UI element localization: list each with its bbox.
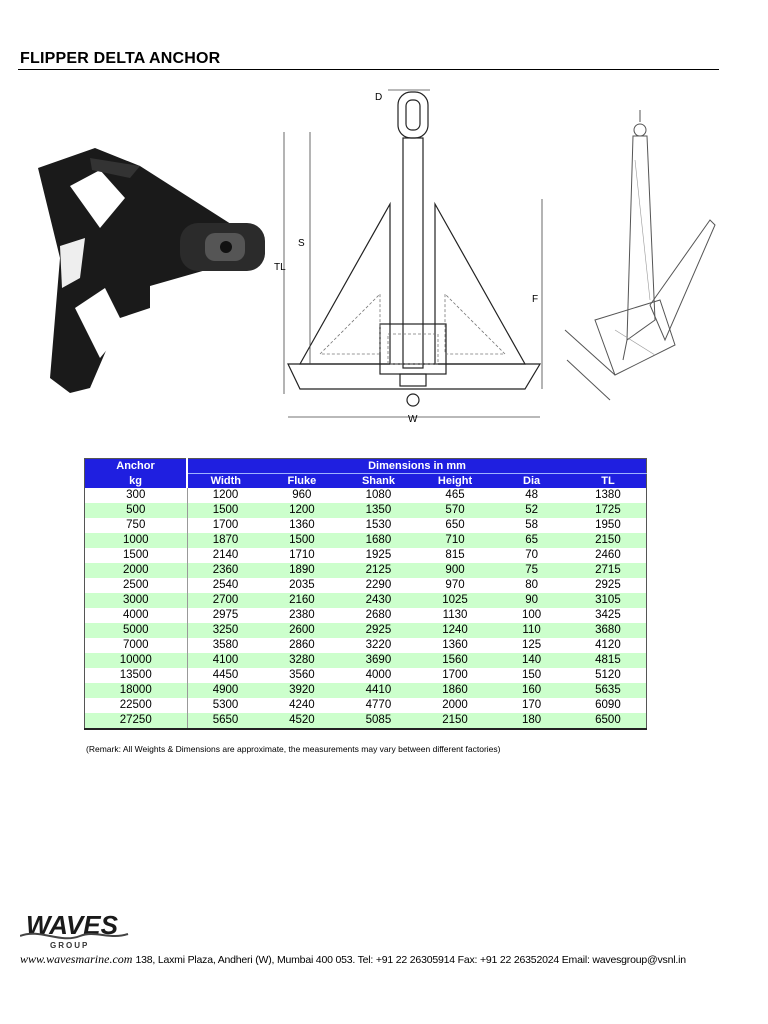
footer-contact — [20, 952, 686, 967]
anchor-weight-cell: 2500 — [85, 578, 188, 593]
dimension-cell: 70 — [493, 548, 570, 563]
dimension-cell: 3280 — [264, 653, 341, 668]
dimension-cell: 48 — [493, 488, 570, 503]
dimension-cell: 5300 — [187, 698, 264, 713]
unit-header: kg — [85, 474, 188, 489]
dimension-cell: 140 — [493, 653, 570, 668]
dimensions-table — [84, 458, 647, 730]
dimension-cell: 4770 — [340, 698, 417, 713]
anchor-weight-cell: 18000 — [85, 683, 188, 698]
dimension-cell: 4240 — [264, 698, 341, 713]
dimension-cell: 960 — [264, 488, 341, 503]
dimension-cell: 1130 — [417, 608, 494, 623]
dimension-cell: 3220 — [340, 638, 417, 653]
dimension-cell: 1500 — [187, 503, 264, 518]
dimension-cell: 150 — [493, 668, 570, 683]
logo-text: WAVES — [26, 910, 118, 940]
dimension-cell: 52 — [493, 503, 570, 518]
dimension-cell: 2290 — [340, 578, 417, 593]
table-row — [85, 668, 647, 683]
table-row — [85, 653, 647, 668]
dimension-cell: 2360 — [187, 563, 264, 578]
anchor-weight-cell: 750 — [85, 518, 188, 533]
dimension-cell: 2975 — [187, 608, 264, 623]
anchor-weight-cell: 3000 — [85, 593, 188, 608]
anchor-isometric-sketch — [555, 100, 725, 410]
dimension-cell: 1860 — [417, 683, 494, 698]
table-row — [85, 713, 647, 729]
column-header-fluke: Fluke — [264, 474, 341, 489]
table-row — [85, 698, 647, 713]
waves-group-logo — [20, 906, 130, 952]
dimension-cell: 1350 — [340, 503, 417, 518]
dimension-cell: 2125 — [340, 563, 417, 578]
dimension-cell: 1560 — [417, 653, 494, 668]
column-header-shank: Shank — [340, 474, 417, 489]
table-row — [85, 623, 647, 638]
dimension-cell: 1080 — [340, 488, 417, 503]
dimension-cell: 3250 — [187, 623, 264, 638]
table-row — [85, 638, 647, 653]
table-row — [85, 503, 647, 518]
website-link[interactable]: www.wavesmarine.com — [20, 952, 133, 966]
dimension-cell: 160 — [493, 683, 570, 698]
dimension-cell: 3680 — [570, 623, 647, 638]
page-title: FLIPPER DELTA ANCHOR — [20, 50, 221, 67]
dimension-cell: 1025 — [417, 593, 494, 608]
dimension-cell: 1200 — [187, 488, 264, 503]
dimension-cell: 3580 — [187, 638, 264, 653]
dimension-cell: 2680 — [340, 608, 417, 623]
dimension-cell: 2925 — [340, 623, 417, 638]
dimension-cell: 170 — [493, 698, 570, 713]
anchor-header: Anchor — [85, 459, 188, 474]
dimension-cell: 1700 — [187, 518, 264, 533]
dimension-cell: 2380 — [264, 608, 341, 623]
dimension-cell: 4900 — [187, 683, 264, 698]
dimension-cell: 58 — [493, 518, 570, 533]
dimension-cell: 1950 — [570, 518, 647, 533]
dimension-cell: 2925 — [570, 578, 647, 593]
dimension-cell: 2035 — [264, 578, 341, 593]
dimension-cell: 1360 — [264, 518, 341, 533]
dimension-cell: 90 — [493, 593, 570, 608]
dimension-cell: 1530 — [340, 518, 417, 533]
dimension-cell: 2700 — [187, 593, 264, 608]
table-row — [85, 548, 647, 563]
dimension-cell: 4120 — [570, 638, 647, 653]
dimension-cell: 180 — [493, 713, 570, 729]
dimension-cell: 3425 — [570, 608, 647, 623]
dimension-cell: 4450 — [187, 668, 264, 683]
dimension-cell: 5085 — [340, 713, 417, 729]
dimension-cell: 650 — [417, 518, 494, 533]
anchor-weight-cell: 1500 — [85, 548, 188, 563]
dimension-cell: 2860 — [264, 638, 341, 653]
dimension-cell: 2715 — [570, 563, 647, 578]
table-row — [85, 533, 647, 548]
anchor-weight-cell: 4000 — [85, 608, 188, 623]
dimension-cell: 6500 — [570, 713, 647, 729]
address-text: 138, Laxmi Plaza, Andheri (W), Mumbai 400 053. Tel: +91 22 26305914 Fax: +91 22 26352024 Email: wavesgroup@vsnl.in — [135, 954, 686, 966]
label-s: S — [298, 238, 305, 249]
dimension-cell: 970 — [417, 578, 494, 593]
dimension-cell: 5120 — [570, 668, 647, 683]
dimension-cell: 2160 — [264, 593, 341, 608]
anchor-weight-cell: 500 — [85, 503, 188, 518]
anchor-weight-cell: 27250 — [85, 713, 188, 729]
dimensions-header: Dimensions in mm — [187, 459, 647, 474]
dimension-cell: 1925 — [340, 548, 417, 563]
title-divider — [18, 69, 719, 70]
dimension-cell: 2140 — [187, 548, 264, 563]
label-d: D — [375, 92, 383, 103]
dimension-cell: 4520 — [264, 713, 341, 729]
dimension-cell: 2600 — [264, 623, 341, 638]
table-body — [85, 488, 647, 729]
anchor-dimension-drawing — [270, 84, 560, 424]
column-header-dia: Dia — [493, 474, 570, 489]
dimension-cell: 6090 — [570, 698, 647, 713]
dimension-cell: 3560 — [264, 668, 341, 683]
dimension-cell: 2430 — [340, 593, 417, 608]
anchor-weight-cell: 5000 — [85, 623, 188, 638]
table-row — [85, 683, 647, 698]
anchor-weight-cell: 2000 — [85, 563, 188, 578]
table-row — [85, 578, 647, 593]
dimension-cell: 1360 — [417, 638, 494, 653]
dimension-cell: 1240 — [417, 623, 494, 638]
dimension-cell: 65 — [493, 533, 570, 548]
dimension-cell: 1680 — [340, 533, 417, 548]
label-tl: TL — [274, 262, 286, 273]
table-row — [85, 488, 647, 503]
dimension-cell: 1890 — [264, 563, 341, 578]
dimension-cell: 1710 — [264, 548, 341, 563]
dimension-cell: 900 — [417, 563, 494, 578]
anchor-weight-cell: 300 — [85, 488, 188, 503]
label-w: W — [408, 414, 418, 424]
dimension-cell: 110 — [493, 623, 570, 638]
dimension-cell: 75 — [493, 563, 570, 578]
table-row — [85, 593, 647, 608]
table-row — [85, 563, 647, 578]
dimension-cell: 2150 — [570, 533, 647, 548]
dimension-cell: 815 — [417, 548, 494, 563]
table-row — [85, 608, 647, 623]
dimension-cell: 5650 — [187, 713, 264, 729]
dimension-cell: 5635 — [570, 683, 647, 698]
dimension-cell: 3920 — [264, 683, 341, 698]
dimension-cell: 4410 — [340, 683, 417, 698]
dimension-cell: 125 — [493, 638, 570, 653]
dimension-cell: 2460 — [570, 548, 647, 563]
dimension-cell: 80 — [493, 578, 570, 593]
column-header-tl: TL — [570, 474, 647, 489]
anchor-weight-cell: 10000 — [85, 653, 188, 668]
dimension-cell: 1870 — [187, 533, 264, 548]
dimension-cell: 4815 — [570, 653, 647, 668]
dimension-cell: 1500 — [264, 533, 341, 548]
dimension-cell: 1700 — [417, 668, 494, 683]
label-f: F — [532, 294, 539, 305]
dimension-cell: 100 — [493, 608, 570, 623]
logo-subtext: GROUP — [50, 941, 90, 950]
anchor-weight-cell: 22500 — [85, 698, 188, 713]
dimension-cell: 1200 — [264, 503, 341, 518]
dimension-cell: 2000 — [417, 698, 494, 713]
remark-note: (Remark: All Weights & Dimensions are approximate, the measurements may vary between different factories) — [86, 744, 501, 754]
anchor-weight-cell: 1000 — [85, 533, 188, 548]
dimension-cell: 4000 — [340, 668, 417, 683]
dimension-cell: 4100 — [187, 653, 264, 668]
anchor-weight-cell: 13500 — [85, 668, 188, 683]
dimension-cell: 1725 — [570, 503, 647, 518]
anchor-weight-cell: 7000 — [85, 638, 188, 653]
dimension-cell: 710 — [417, 533, 494, 548]
column-header-width: Width — [187, 474, 264, 489]
dimension-cell: 3690 — [340, 653, 417, 668]
dimension-cell: 2540 — [187, 578, 264, 593]
dimension-cell: 3105 — [570, 593, 647, 608]
anchor-photo — [30, 138, 270, 398]
table-row — [85, 518, 647, 533]
column-header-height: Height — [417, 474, 494, 489]
dimension-cell: 1380 — [570, 488, 647, 503]
dimension-cell: 465 — [417, 488, 494, 503]
dimension-cell: 570 — [417, 503, 494, 518]
dimension-cell: 2150 — [417, 713, 494, 729]
